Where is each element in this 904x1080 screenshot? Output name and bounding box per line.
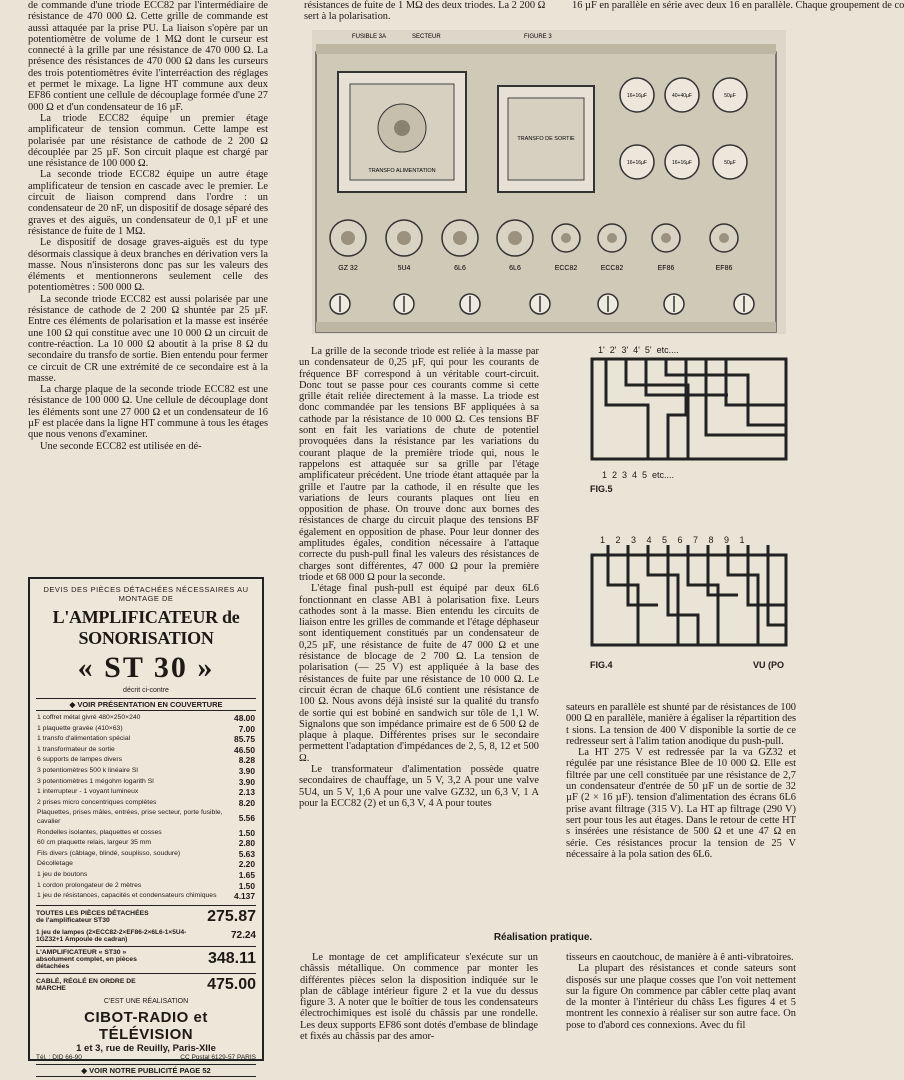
- part-label: 1 transformateur de sortie: [37, 745, 115, 753]
- diamond-icon: ◆: [69, 700, 78, 709]
- part-price: 3.90: [238, 765, 255, 776]
- ad-brand: CIBOT-RADIO et TÉLÉVISION: [84, 1008, 208, 1043]
- fig5-caption: FIG.5: [590, 484, 613, 494]
- figure-4: [588, 535, 786, 695]
- part-label: 1 coffret métal givré 480×250×240: [37, 714, 141, 721]
- paragraph: La charge plaque de la seconde triode ECC82 est une résistance de 100 000 Ω. Une cellule de découplage dont les éléments sont une 27 000 Ω et un condensateur de 16 µF est placée dans la ligne HT commune à tous les étages que nous venons d'examiner.: [28, 384, 268, 441]
- parts-row: [36, 808, 256, 827]
- capacitor-label: 16+16µF: [627, 93, 647, 99]
- capacitor: [665, 78, 699, 112]
- part-label: 2 prises micro concentriques complètes: [37, 798, 157, 806]
- part-price: 5.56: [238, 812, 255, 823]
- part-price: 2.20: [238, 859, 255, 870]
- capacitor: [713, 78, 747, 112]
- ad-title: L'AMPLIFICATEUR de SONORISATION: [52, 607, 240, 648]
- part-label: 6 supports de lampes divers: [37, 756, 123, 764]
- part-label: Plaquettes, prises mâles, entrées, prise secteur, porte fusible, cavalier: [37, 809, 223, 825]
- ready-row: [36, 973, 256, 994]
- paragraph: Le transformateur d'alimentation possède quatre secondaires de chauffage, un 5 V, 3,2 A pour une valve 5U4, un 5 V, 1,6 A pour une valve GZ32, un 6,3 V, 1 A pour la ECC82 (2) et un 6,3 V, 4 A pour toutes: [299, 763, 539, 809]
- part-price: 4.137: [234, 891, 255, 902]
- parts-row: [36, 828, 256, 839]
- tube-label: 6L6: [454, 265, 466, 272]
- ad-band-text: VOIR PRÉSENTATION EN COUVERTURE: [77, 700, 223, 709]
- ad-postal: CC Postal 6129-57 PARIS: [180, 1053, 256, 1061]
- lampes-value: 72.24: [230, 930, 256, 942]
- paragraph: La plupart des résistances et conde sateurs sont disposés sur une plaque cosses que l'on voit nettement sur la figure On commence par câbler cette plaq avant de la monter à l'intérieur du châss Les figures 4 et 5 montrent les connexio à réaliser sur son autre face. On pose to d'abord ces connexions. Avec du fil: [566, 963, 796, 1031]
- parts-row: [36, 787, 256, 798]
- column-2: [299, 346, 539, 809]
- part-label: 3 potentiomètres 500 k linéaire Sl: [37, 766, 138, 774]
- tube-label: EF86: [657, 265, 675, 272]
- part-label: 1 interrupteur - 1 voyant lumineux: [37, 788, 139, 796]
- tube-label: ECC82: [600, 265, 624, 272]
- fig4-top-numbers: 1 2 3 4 5 6 7 8 9 1: [600, 535, 745, 545]
- paragraph: La HT 275 V est redressée par la va GZ32 et régulée par une résistance Blee de 10 000 Ω. Elle est filtrée par une cell constituée par une résistance de 2,7 un condensateur d'entrée de 50 µF un de sortie de 32 µF (2 × 16 µF). tension d'alimentation des écrans 6L6 prise avant filtrage (315 V). La HT ap filtrage (290 V) sert pour tous les aut étages. Dans le retour de cette HT s insérées une résistance de 500 Ω et une 47 Ω en série. Ces résistances procur la tension de 25 V nécessaire à la pola sation des 6L6.: [566, 747, 796, 860]
- paragraph: La grille de la seconde triode est reliée à la masse par un condensateur de 0,25 µF, qui pour les courants de fréquence BF correspond à un véritable court-circuit. Donc tout se passe pour ces courants comme si cette grille était reliée directement à la masse. La triode est donc commandée par les tensions BF appliquées à sa cathode par la résistance de 10 000 Ω. Ces tensions BF sont en fait les variations de chute de potentiel provoquées dans la résistance par les variations du courant plaque de la première triode qui, nous le rappelons est attaquée sur sa grille par l'étage amplificateur précédent. Une triode étant attaquée par la grille et l'autre par la cathode, il en résulte que les variations de leurs courants plaques ont lieu en opposition de phase. On trouve donc aux bornes des résistances de charge du circuit plaque des tensions BF également en opposition de phase. Pour leur donner des amplitudes égales, condition nécessaire à l'attaque correcte du push-pull final les valeurs des résistances de charges sont différentes, 47 000 Ω pour la première triode et 68 000 Ω pour la seconde.: [299, 346, 539, 583]
- part-price: 7.00: [238, 723, 255, 734]
- parts-row: [36, 891, 256, 902]
- ad-band: [36, 698, 256, 711]
- ad-header: DEVIS DES PIÈCES DÉTACHÉES NÉCESSAIRES AU MONTAGE DE: [43, 585, 249, 603]
- parts-row: [36, 881, 256, 892]
- paragraph: Une seconde ECC82 est utilisée en dé-: [40, 440, 202, 452]
- chassis-photo: [312, 30, 786, 334]
- ad-realise: C'EST UNE RÉALISATION: [103, 997, 189, 1005]
- paragraph: L'étage final push-pull est équipé par deux 6L6 fonctionnant en classe AB1 à polarisation fixe. Leurs cathodes sont à la masse. Bien entendu les circuits de liaison entre les grilles de commande et l'étage déphaseur sont identiquement constitués par un condensateur de 0,25 µF, une résistance de fuite de 47 000 Ω et une résistance de blocage de 2 700 Ω. La tension de polarisation (— 25 V) est appliquée à la base des résistances de fuite par une résistance de 10 000 Ω. Le circuit écran de chaque 6L6 contient une résistance de 100 Ω. Nous avons déjà insisté sur la qualité du transfo de sortie qui est bobiné en sandwich sur tôle de 1,1 W. Signalons que son impédance primaire est de 6 500 Ω de plaque à plaque. Différentes prises sur le secondaire permettent l'adaptation d'impédances de 2, 5, 8, 12 et 500 Ω.: [299, 583, 539, 764]
- capacitor: [713, 145, 747, 179]
- paragraph: tisseurs en caoutchouc, de manière à ê anti-vibratoires.: [566, 952, 794, 963]
- complete-row: [36, 946, 256, 970]
- section-heading: Réalisation pratique.: [493, 932, 593, 943]
- ad-contact: [36, 1054, 256, 1061]
- paragraph: de commande d'une triode ECC82 par l'intermédiaire de résistance de 470 000 Ω. Cette grille de commande est aussi attaquée par la prise PU. La liaison s'opère par un potentiomètre de volume de 1 MΩ dont le curseur est connecté à la grille par une résistance de 470 000 Ω. La présence des résistances de 470 000 Ω dans les curseurs des trois potentiomètres évite l'interréaction des réglages et permet le mixage. La ligne HT commune aux deux EF86 contient une cellule de découplage formée d'une 27 000 Ω et d'un condensateur de 16 µF.: [28, 0, 268, 113]
- part-price: 85.75: [234, 734, 255, 745]
- tube-label: EF86: [715, 265, 733, 272]
- col2-top-fragment: résistances de fuite de 1 MΩ des deux triodes. La 2 200 Ω sert à la polarisation.: [304, 0, 546, 23]
- total-pieces-label: TOUTES LES PIÈCES DÉTACHÉES de l'amplificateur ST30: [36, 909, 149, 924]
- part-label: 1 transfo d'alimentation spécial: [37, 735, 131, 743]
- part-price: 1.65: [238, 869, 255, 880]
- complete-label: L'AMPLIFICATEUR « ST30 » absolument complet, en pièces détachées: [36, 948, 137, 970]
- part-price: 1.50: [238, 827, 255, 838]
- fuse-label: FUSIBLE 3A: [352, 34, 387, 40]
- part-label: 60 cm plaquette relais, largeur 35 mm: [37, 839, 152, 847]
- transfo-sortie-label: TRANSFO DE SORTIE: [517, 136, 575, 142]
- parts-row: [36, 734, 256, 745]
- part-price: 46.50: [234, 744, 255, 755]
- fig4-wiring: [588, 545, 786, 655]
- ad-tel: Tél. : DID 66-90: [36, 1053, 82, 1061]
- paragraph: sateurs en parallèle est shunté par de résistances de 100 000 Ω en parallèle, manière à égaliser la répartition des t sions. La tension de 400 V disponible la sortie de ce redresseur sert à l'alim tation anodique du push-pull.: [566, 702, 796, 747]
- capacitor-label: 50µF: [724, 160, 736, 166]
- fig5-wiring: [588, 355, 786, 465]
- transfo-alim-label: TRANSFO ALIMENTATION: [368, 168, 436, 174]
- ad-subtitle: décrit ci-contre: [123, 687, 169, 694]
- figure-3-label: FIGURE 3: [524, 34, 552, 40]
- ad-footer-text: VOIR NOTRE PUBLICITÉ PAGE 52: [89, 1065, 211, 1075]
- part-price: 5.63: [238, 848, 255, 859]
- fig4-side-label: VU (PO: [752, 660, 784, 670]
- part-label: 1 cordon prolongateur de 2 mètres: [37, 881, 142, 889]
- parts-row: [36, 745, 256, 756]
- part-label: Rondelles isolantes, plaquettes et cosses: [37, 828, 162, 836]
- capacitor: [665, 145, 699, 179]
- fig5-bottom-numbers: 1 2 3 4 5 etc....: [602, 470, 675, 480]
- ad-footer: [36, 1064, 256, 1077]
- parts-row: [36, 859, 256, 870]
- tube-label: 5U4: [397, 265, 411, 272]
- part-price: 48.00: [234, 713, 255, 723]
- parts-row: [36, 838, 256, 849]
- ad-address: 1 et 3, rue de Reuilly, Paris-XIIe: [76, 1042, 216, 1054]
- parts-row: [36, 724, 256, 735]
- lampes-label: 1 jeu de lampes (2×ECC82-2×EF86-2×6L6-1×5U4-1GZ32+1 Ampoule de cadran): [36, 928, 187, 943]
- part-label: Fils divers (câblage, blindé, souplisso, soudure): [37, 849, 181, 857]
- part-price: 8.20: [238, 797, 255, 808]
- column-3-bottom: [566, 952, 796, 1031]
- capacitor-label: 16+16µF: [672, 160, 692, 166]
- parts-row: [36, 798, 256, 809]
- capacitor: [620, 78, 654, 112]
- fig5-top-numbers: 1' 2' 3' 4' 5' etc....: [598, 345, 679, 355]
- part-label: 1 jeu de boutons: [37, 870, 88, 878]
- capacitor-label: 40+40µF: [672, 93, 692, 99]
- parts-row: [36, 870, 256, 881]
- parts-row: [36, 713, 256, 724]
- part-price: 3.90: [238, 776, 255, 787]
- mains-label: SECTEUR: [412, 34, 441, 40]
- ready-value: 475.00: [207, 975, 256, 993]
- part-label: Décolletage: [37, 860, 73, 868]
- part-price: 1.50: [238, 880, 255, 891]
- ready-label: CABLÉ, RÉGLÉ EN ORDRE DE MARCHE: [36, 977, 136, 992]
- parts-row: [36, 777, 256, 788]
- tube-label: 6L6: [509, 265, 521, 272]
- advertisement-box: [28, 577, 264, 1075]
- column-3: [566, 702, 796, 860]
- capacitor: [620, 145, 654, 179]
- chassis-illustration: [312, 30, 786, 334]
- diamond-icon: ◆: [81, 1065, 90, 1075]
- capacitor-label: 16+16µF: [627, 160, 647, 166]
- part-label: 1 plaquette gravée (410×63): [37, 724, 123, 732]
- parts-row: [36, 849, 256, 860]
- parts-table: [36, 713, 256, 902]
- paragraph: La triode ECC82 équipe un premier étage amplificateur de tension commun. Cette lampe est polarisée par une résistance de cathode de 2 200 Ω découplée par 25 µF. Son circuit plaque est chargé par une résistance de 100 000 Ω.: [28, 112, 268, 170]
- parts-row: [36, 766, 256, 777]
- total-pieces: [36, 905, 256, 926]
- part-price: 8.28: [238, 755, 255, 766]
- paragraph: Le dispositif de dosage graves-aiguës est du type désormais classique à deux branches en dérivation vers la masse. Nous n'insisterons donc pas sur les valeurs des éléments et mentionnerons seulement celle des potentiomètres : 500 000 Ω.: [28, 237, 268, 294]
- paragraph: La seconde triode ECC82 est aussi polarisée par une résistance de cathode de 2 200 Ω shuntée par 25 µF. Entre ces éléments de polarisation et la masse est insérée une 100 Ω qui constitue avec une 10 000 Ω un circuit de contre-réaction. La 10 000 Ω aboutit à la prise 8 Ω du secondaire du transfo de sortie. Bien entendu pour fermer ce circuit de CR une extrémité de ce secondaire est à la masse.: [28, 293, 268, 384]
- column-2-bottom: [300, 952, 538, 1042]
- capacitor-label: 50µF: [724, 93, 736, 99]
- tube-socket: [552, 224, 580, 272]
- part-label: 1 jeu de résistances, capacités et condensateurs chimiques: [37, 892, 217, 900]
- complete-value: 348.11: [207, 950, 256, 968]
- figure-5: [588, 345, 786, 515]
- lampes-row: [36, 929, 256, 943]
- tube-label: ECC82: [554, 265, 578, 272]
- parts-row: [36, 755, 256, 766]
- total-pieces-value: 275.87: [207, 907, 256, 925]
- tube-label: GZ 32: [338, 265, 358, 272]
- part-price: 2.13: [238, 787, 255, 798]
- part-label: 3 potentiomètres 1 mégohm logarith Sl: [37, 777, 154, 785]
- ad-model: « ST 30 »: [77, 651, 215, 684]
- paragraph: La seconde triode ECC82 équipe un autre étage amplificateur de tension en cascade avec le premier. Le circuit de liaison comprend dans l'ordre : un condensateur de 20 nF, un dispositif de dosage séparé des graves et des aiguës, un condensateur de 0,1 µF et une résistance de fuite de 1 MΩ.: [28, 169, 268, 237]
- part-price: 2.80: [238, 838, 255, 849]
- col3-top-fragment: 16 µF en parallèle en série avec deux 16 en parallèle. Chaque groupement de co: [572, 0, 904, 11]
- paragraph: Le montage de cet amplificateur s'exécute sur un châssis métallique. On commence par monter les différentes pièces selon la disposition indiquée sur le plan de câblage intérieur figure 2 et la vue du dessus figure 3. A noter que le boîtier de tous les condensateurs électrochimiques est isolé du châssis par une rondelle. Les deux supports EF86 sont dotés d'embase de blindage et fixés au châssis par des amor-: [300, 952, 538, 1043]
- fig4-caption: FIG.4: [590, 660, 613, 670]
- column-1: [28, 0, 268, 452]
- tube-socket: [598, 224, 626, 272]
